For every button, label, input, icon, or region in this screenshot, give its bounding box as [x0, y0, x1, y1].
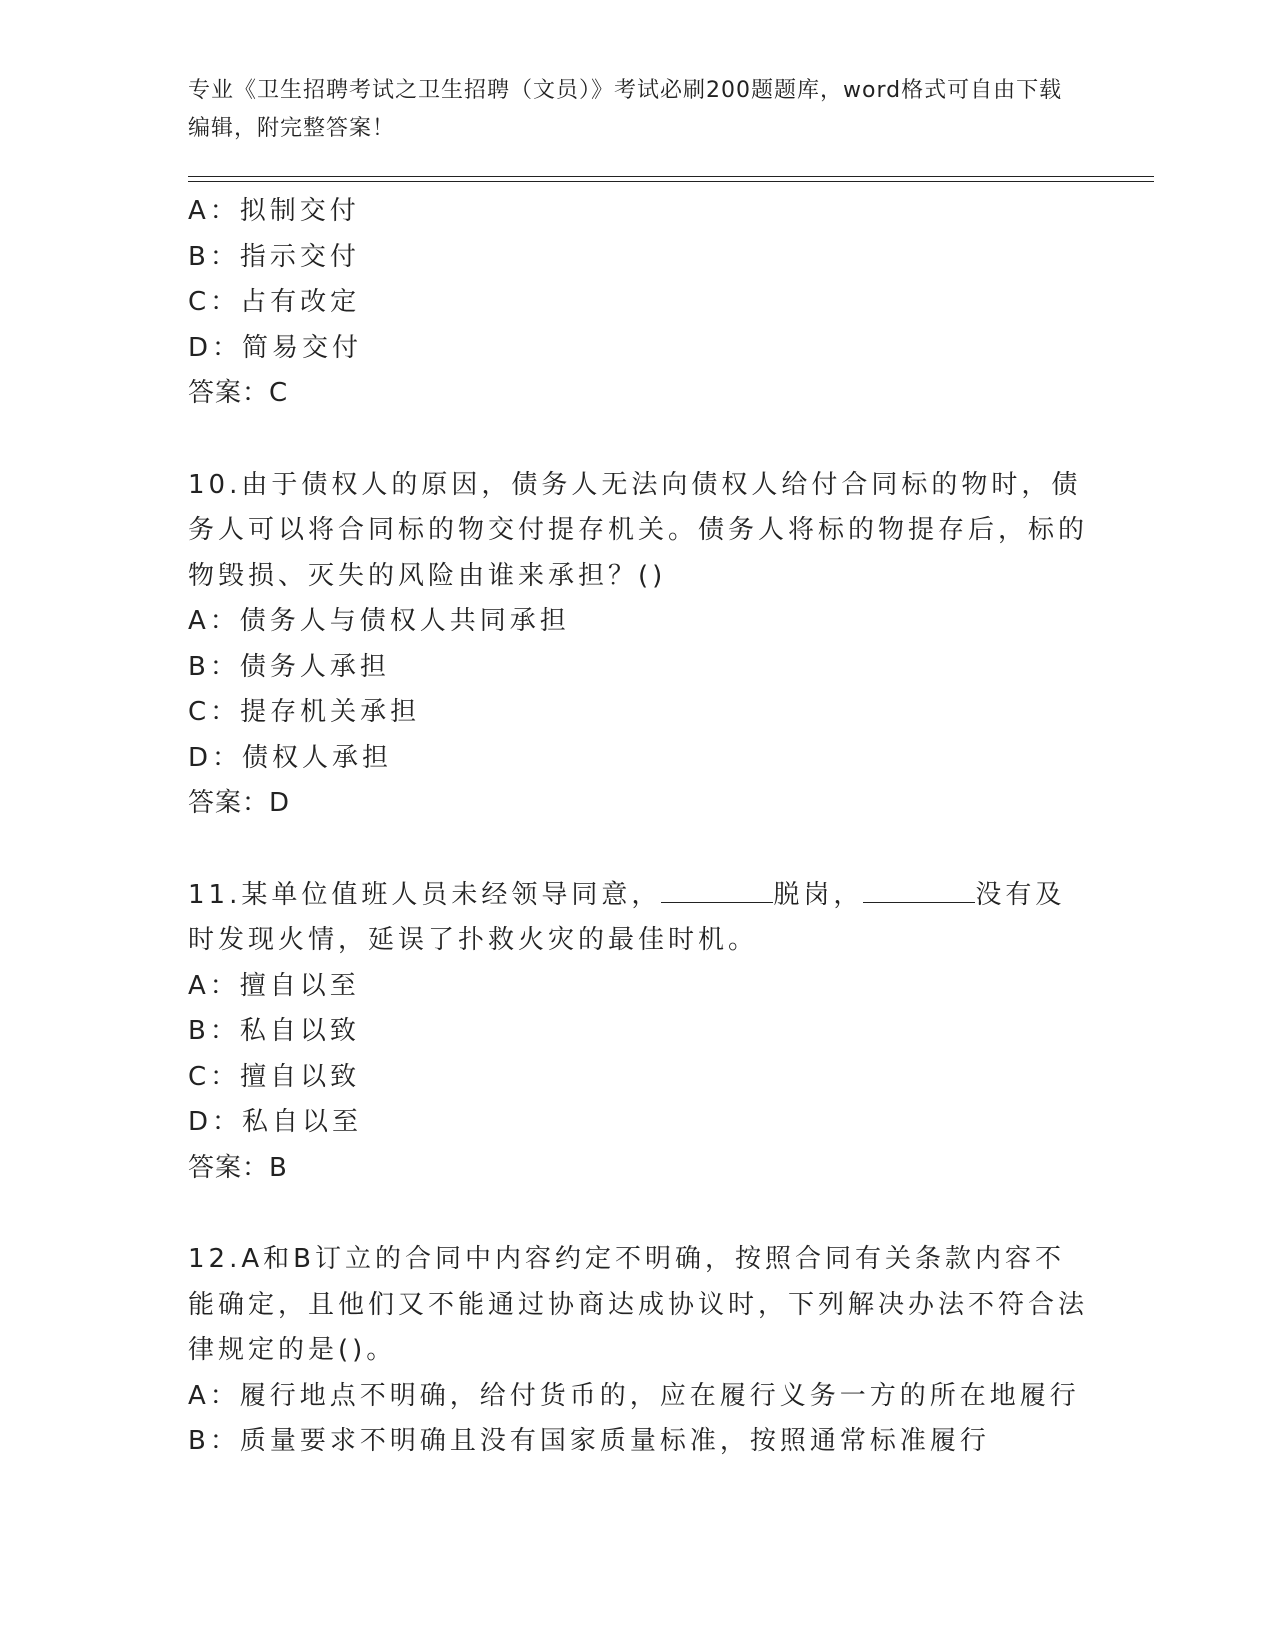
header-rule-bottom [188, 181, 1154, 182]
option-d: D：简易交付 [188, 332, 363, 363]
spacer [188, 827, 1088, 873]
question-12 [188, 1237, 1088, 1465]
spacer [188, 1191, 1088, 1237]
option-d: D：私自以至 [188, 1107, 363, 1137]
question-list [188, 189, 1088, 1465]
answer: 答案：B [188, 1152, 288, 1183]
option-c: C：擅自以致 [188, 1061, 361, 1092]
fill-blank-2 [863, 880, 975, 903]
option-a: A：债务人与债权人共同承担 [188, 606, 570, 636]
answer: 答案：D [188, 788, 291, 818]
option-a: A：履行地点不明确，给付货币的，应在履行义务一方的所在地履行 [188, 1380, 1080, 1411]
question-text-part3: 没有及时发现火情，延误了扑救火灾的最佳时机。 [188, 879, 1066, 955]
question-10 [188, 463, 1088, 827]
option-c: C：占有改定 [188, 287, 361, 317]
question-11 [188, 873, 1088, 1192]
option-a: A：拟制交付 [188, 196, 360, 226]
answer: 答案：C [188, 378, 289, 408]
option-a: A：擅自以至 [188, 970, 360, 1001]
spacer [188, 417, 1088, 463]
option-b: B：质量要求不明确且没有国家质量标准，按照通常标准履行 [188, 1426, 990, 1456]
fill-blank-1 [661, 880, 773, 903]
option-c: C：提存机关承担 [188, 697, 421, 727]
question-text: 12.A和B订立的合同中内容约定不明确，按照合同有关条款内容不能确定，且他们又不能通过协商达成协议时，下列解决办法不符合法律规定的是()。 [188, 1244, 1089, 1365]
question-text [188, 873, 1088, 964]
option-b: B：指示交付 [188, 241, 360, 272]
question-9 [188, 189, 1088, 417]
question-text-part1: 11.某单位值班人员未经领导同意， [188, 879, 662, 910]
option-b: B：私自以致 [188, 1016, 360, 1046]
header-rule-top [188, 176, 1154, 177]
document-header: 专业《卫生招聘考试之卫生招聘（文员）》考试必刷200题题库，word格式可自由下载编辑，附完整答案！ [188, 78, 1063, 141]
question-text-part2: 脱岗， [773, 879, 864, 910]
option-d: D：债权人承担 [188, 742, 393, 773]
question-text: 10.由于债权人的原因，债务人无法向债权人给付合同标的物时，债务人可以将合同标的物交付提存机关。债务人将标的物提存后，标的物毁损、灭失的风险由谁来承担？() [188, 469, 1089, 591]
option-b: B：债务人承担 [188, 651, 390, 682]
